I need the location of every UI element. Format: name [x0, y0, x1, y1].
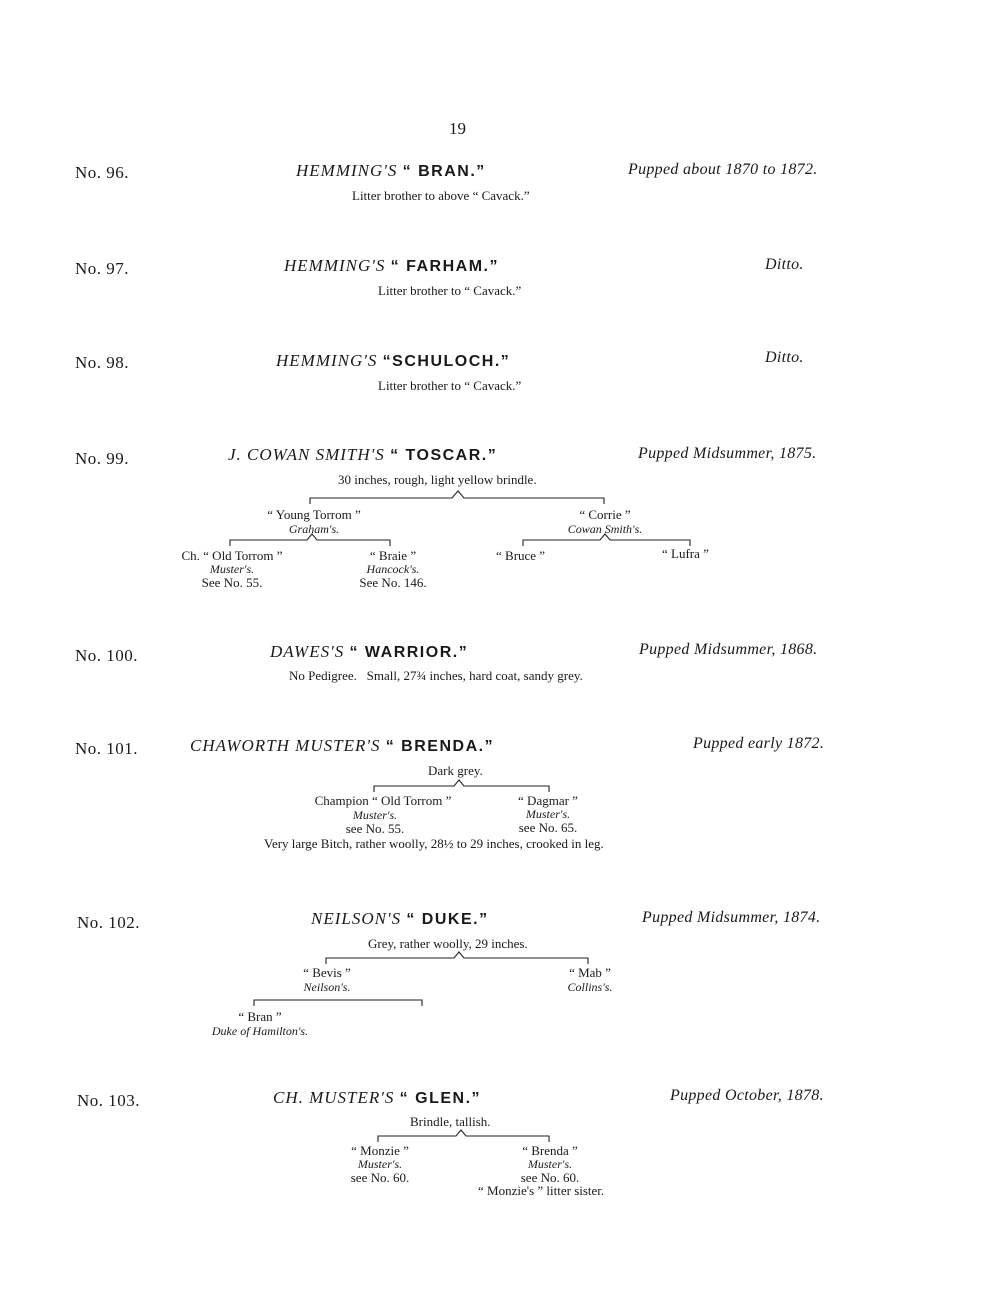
- pupped-date: Ditto.: [765, 256, 804, 273]
- entry-note: Litter brother to above “ Cavack.”: [352, 188, 530, 203]
- entry-number: No. 96.: [75, 163, 130, 182]
- sire-sire-name: Ch. “ Old Torrom ”: [181, 548, 283, 563]
- sire-dam-breeder: Hancock's.: [366, 562, 420, 576]
- sire-sire-name: “ Bran ”: [238, 1009, 282, 1024]
- sire-breeder: Graham's.: [288, 522, 340, 536]
- sire-dam-name: “ Braie ”: [369, 548, 417, 563]
- dam: [500, 1144, 600, 1184]
- dog-name: “ BRAN.”: [402, 163, 486, 180]
- pupped-date: Pupped October, 1878.: [670, 1087, 824, 1104]
- bracket-parents: [378, 1130, 549, 1142]
- dam-name: “ Dagmar ”: [518, 793, 578, 808]
- owner: J. COWAN SMITH'S: [228, 445, 385, 464]
- sire: [336, 1144, 424, 1184]
- owner: CHAWORTH MUSTER'S: [190, 736, 381, 755]
- pupped-date: Pupped about 1870 to 1872.: [628, 161, 818, 178]
- entry-note: No Pedigree. Small, 27¾ inches, hard coat, sandy grey.: [289, 668, 583, 683]
- pupped-date: Ditto.: [765, 349, 804, 366]
- entry-note: Litter brother to “ Cavack.”: [378, 378, 522, 393]
- sire-name: Champion “ Old Torrom ”: [314, 793, 452, 808]
- owner: CH. MUSTER'S: [273, 1088, 395, 1107]
- sire-ref: see No. 60.: [350, 1170, 410, 1185]
- entry-note: 30 inches, rough, light yellow brindle.: [338, 472, 537, 487]
- sire-breeder: Muster's.: [357, 1157, 403, 1171]
- dam-breeder: Muster's.: [525, 807, 571, 821]
- entry-note: Grey, rather woolly, 29 inches.: [368, 936, 528, 951]
- owner: HEMMING'S: [284, 256, 386, 275]
- entry-note: Dark grey.: [428, 763, 483, 778]
- dog-name: “ TOSCAR.”: [390, 447, 498, 464]
- dog-name: “ GLEN.”: [399, 1090, 482, 1107]
- dam-ref: see No. 60.: [520, 1170, 580, 1185]
- owner: HEMMING'S: [276, 351, 378, 370]
- owner: DAWES'S: [270, 642, 345, 661]
- dam-name: “ Mab ”: [569, 965, 611, 980]
- sire-name: “ Bevis ”: [303, 965, 351, 980]
- owner: NEILSON'S: [311, 909, 402, 928]
- dog-name: “ WARRIOR.”: [349, 644, 469, 661]
- sire-sire-breeder: Muster's.: [209, 562, 255, 576]
- pupped-date: Pupped Midsummer, 1875.: [638, 445, 817, 462]
- dam-breeder: Cowan Smith's.: [567, 522, 643, 536]
- sire-sire-ref: See No. 55.: [201, 575, 263, 590]
- entry-number: No. 100.: [75, 646, 139, 665]
- entry-number: No. 98.: [75, 353, 130, 372]
- pupped-date: Pupped Midsummer, 1874.: [642, 909, 821, 926]
- dog-name: “ BRENDA.”: [385, 738, 495, 755]
- entry-remark: Very large Bitch, rather woolly, 28½ to 29 inches, crooked in leg.: [264, 836, 604, 851]
- dam-dam-name: “ Lufra ”: [662, 546, 709, 561]
- dam-sire-name: “ Bruce ”: [496, 548, 546, 563]
- pupped-date: Pupped Midsummer, 1868.: [639, 641, 818, 658]
- sire-dam-ref: See No. 146.: [359, 575, 427, 590]
- dog-name: “ DUKE.”: [406, 911, 489, 928]
- entry-note: Brindle, tallish.: [410, 1114, 491, 1129]
- entry-number: No. 103.: [77, 1091, 141, 1110]
- sire-sire-breeder: Duke of Hamilton's.: [211, 1024, 309, 1038]
- page-number: 19: [449, 119, 466, 138]
- entry-number: No. 99.: [75, 449, 130, 468]
- sire-ref: see No. 55.: [345, 821, 405, 836]
- dog-name: “ FARHAM.”: [390, 258, 499, 275]
- dam-name: “ Corrie ”: [579, 507, 631, 522]
- pupped-date: Pupped early 1872.: [693, 735, 825, 752]
- entry-number: No. 101.: [75, 739, 139, 758]
- dam-breeder: Collins's.: [567, 980, 613, 994]
- sire-breeder: Muster's.: [352, 808, 398, 822]
- dam-breeder: Muster's.: [527, 1157, 573, 1171]
- sire-name: “ Monzie ”: [351, 1143, 409, 1158]
- dam-name: “ Brenda ”: [522, 1143, 578, 1158]
- dam-extra: “ Monzie's ” litter sister.: [478, 1183, 605, 1198]
- entry-number: No. 102.: [77, 913, 141, 932]
- sire-breeder: Neilson's.: [303, 980, 351, 994]
- sire-name: “ Young Torrom ”: [267, 507, 361, 522]
- entry-note: Litter brother to “ Cavack.”: [378, 283, 522, 298]
- owner: HEMMING'S: [296, 161, 398, 180]
- dog-name: “SCHULOCH.”: [382, 353, 511, 370]
- dam-ref: see No. 65.: [518, 820, 578, 835]
- entry-number: No. 97.: [75, 259, 130, 278]
